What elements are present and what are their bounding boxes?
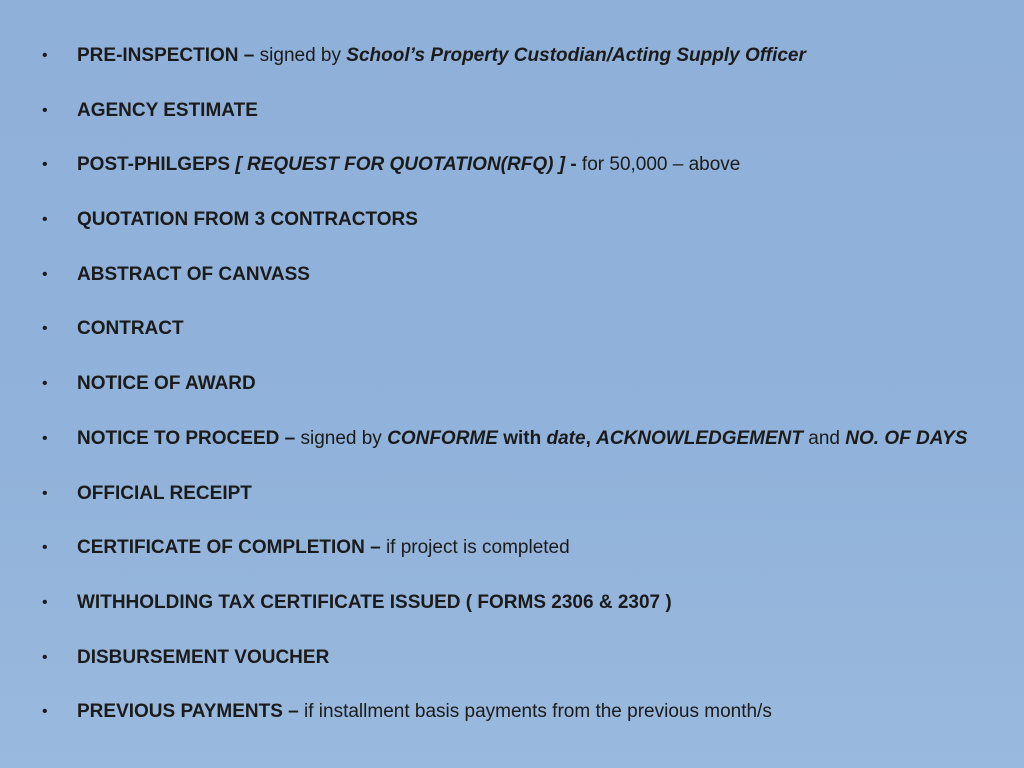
item-title: AGENCY ESTIMATE xyxy=(77,99,258,121)
item-title: PRE-INSPECTION – xyxy=(77,45,255,66)
item-emphasis: [ REQUEST FOR QUOTATION(RFQ) ] xyxy=(235,154,566,176)
item-emphasis-no-of-days: NO. OF DAYS xyxy=(845,427,968,449)
item-title: ABSTRACT OF CANVASS xyxy=(77,263,310,285)
list-item-disbursement-voucher xyxy=(40,640,1000,695)
list-item-quotation xyxy=(40,202,1000,257)
item-emphasis-conforme: CONFORME xyxy=(387,427,498,449)
item-title: QUOTATION FROM 3 CONTRACTORS xyxy=(77,209,418,231)
item-title: DISBURSEMENT VOUCHER xyxy=(77,646,330,668)
item-emphasis-acknowledgement: ACKNOWLEDGEMENT xyxy=(596,427,804,449)
bullet-icon: • xyxy=(42,593,48,611)
item-title: CONTRACT xyxy=(77,318,184,340)
bullet-icon: • xyxy=(42,539,48,557)
bullet-icon: • xyxy=(42,101,48,119)
item-title: POST-PHILGEPS xyxy=(77,154,231,176)
list-item-abstract-of-canvass xyxy=(40,257,1000,312)
bullet-icon: • xyxy=(42,484,48,502)
bullet-icon: • xyxy=(42,47,48,64)
item-title: CERTIFICATE OF COMPLETION – xyxy=(77,537,381,559)
list-item-contract xyxy=(40,311,1000,366)
bullet-icon: • xyxy=(42,265,48,283)
item-comma: , xyxy=(585,427,591,449)
bullet-icon: • xyxy=(42,648,48,666)
list-item-notice-to-proceed xyxy=(40,421,1000,476)
item-title: PREVIOUS PAYMENTS – xyxy=(77,701,299,723)
item-text: for 50,000 – above xyxy=(581,154,741,176)
item-text: signed by xyxy=(300,427,382,449)
bullet-icon: • xyxy=(42,320,48,338)
item-text: signed by xyxy=(259,45,341,66)
list-item-pre-inspection xyxy=(40,38,1000,93)
bullet-icon: • xyxy=(42,429,48,447)
item-text: if project is completed xyxy=(385,537,570,559)
list-item-notice-of-award xyxy=(40,366,1000,421)
list-item-withholding-tax xyxy=(40,585,1000,640)
list-item-previous-payments xyxy=(40,694,1000,749)
item-emphasis: School’s Property Custodian/Acting Supply Officer xyxy=(346,45,806,66)
item-title: NOTICE OF AWARD xyxy=(77,373,256,395)
bullet-icon: • xyxy=(42,211,48,229)
item-title: OFFICIAL RECEIPT xyxy=(77,482,252,504)
list-item-post-philgeps xyxy=(40,147,1000,202)
item-emphasis-date: date xyxy=(546,427,586,449)
bullet-icon: • xyxy=(42,375,48,393)
requirements-list xyxy=(40,38,1000,749)
item-title: NOTICE TO PROCEED – xyxy=(77,427,296,449)
item-title: WITHHOLDING TAX CERTIFICATE ISSUED ( FORMS 2306 & 2307 ) xyxy=(77,591,672,613)
list-item-certificate-of-completion xyxy=(40,530,1000,585)
item-with: with xyxy=(503,427,542,449)
bullet-icon: • xyxy=(42,703,48,721)
item-dash: - xyxy=(570,154,577,176)
list-item-official-receipt xyxy=(40,476,1000,531)
list-item-agency-estimate xyxy=(40,93,1000,148)
item-text: if installment basis payments from the previous month/s xyxy=(304,701,772,723)
item-and: and xyxy=(808,427,840,449)
bullet-icon: • xyxy=(42,156,48,174)
